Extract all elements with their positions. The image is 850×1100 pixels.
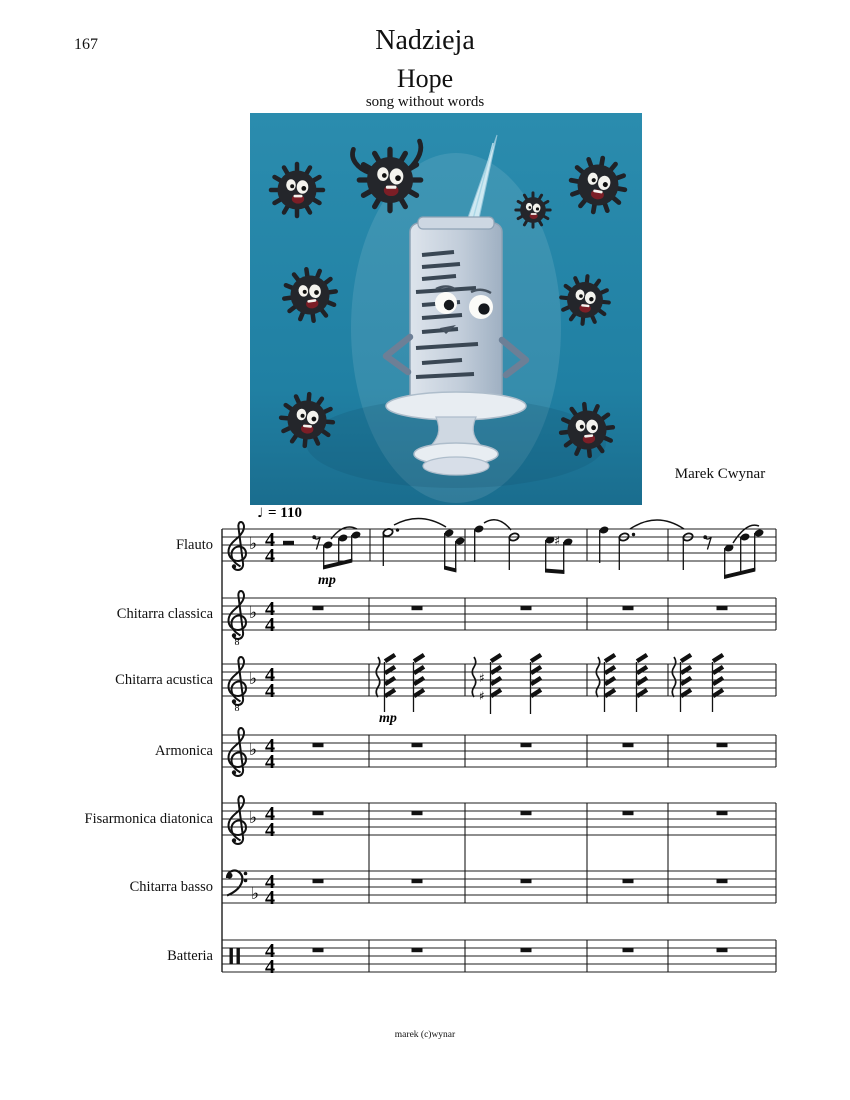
flat-sign: ♭ [249,808,258,828]
time-numerator: 4 [265,803,275,825]
metronome-note-icon: ♩ [257,506,264,521]
time-denominator: 4 [265,751,275,773]
flat-sign: ♭ [251,884,260,904]
time-numerator: 4 [265,664,275,686]
flat-sign: ♭ [249,603,258,623]
staff-label-chitarra-classica: Chitarra classica [116,606,213,622]
beam [724,568,755,580]
time-numerator: 4 [265,735,275,757]
time-denominator: 4 [265,614,275,636]
beam [444,566,456,573]
beam [323,559,352,570]
staff-lines [222,529,776,972]
time-numerator: 4 [265,871,275,893]
staff-label-fisarmonica: Fisarmonica diatonica [84,811,213,827]
slur [394,518,446,527]
time-denominator: 4 [265,819,275,841]
time-denominator: 4 [265,956,275,978]
octave-8-marker: 8 [234,703,240,714]
flat-sign: ♭ [249,740,258,760]
dynamic-mp: mp [318,573,336,588]
work-description: song without words [365,94,485,110]
score-system [0,500,850,1000]
time-numerator: 4 [265,529,275,551]
sharp-sign: ♯ [479,689,485,703]
flat-sign: ♭ [249,669,258,689]
time-numerator: 4 [265,598,275,620]
acustica-chords [376,655,723,726]
whole-rests [313,606,728,952]
page-number: 167 [74,36,98,53]
sharp-sign: ♯ [554,533,561,548]
time-numerator: 4 [265,940,275,962]
page-subtitle: Hope [396,64,454,93]
staff-label-chitarra-basso: Chitarra basso [129,879,213,895]
cover-image [250,113,642,505]
staff-label-armonica: Armonica [155,743,213,759]
footer-credit: marek (c)wynar [394,1030,456,1040]
tempo-marking: = 110 [268,505,302,521]
staff-label-chitarra-acustica: Chitarra acustica [115,672,213,688]
bass-clef-icon [227,871,248,896]
half-rest [283,541,294,545]
staff-label-batteria: Batteria [167,948,213,964]
dynamic-mp: mp [379,711,397,726]
time-signatures [265,529,275,978]
staff-label-flauto: Flauto [175,537,213,553]
slur [484,520,511,530]
time-denominator: 4 [265,680,275,702]
composer-credit: Marek Cwynar [674,466,766,482]
key-signature-flats [249,534,259,904]
beam [545,569,564,575]
slur [630,520,684,529]
sharp-sign: ♯ [479,671,485,685]
time-denominator: 4 [265,887,275,909]
page-title: Nadzieja [375,25,475,56]
time-denominator: 4 [265,545,275,567]
flat-sign: ♭ [249,534,258,554]
octave-8-marker: 8 [234,637,240,648]
